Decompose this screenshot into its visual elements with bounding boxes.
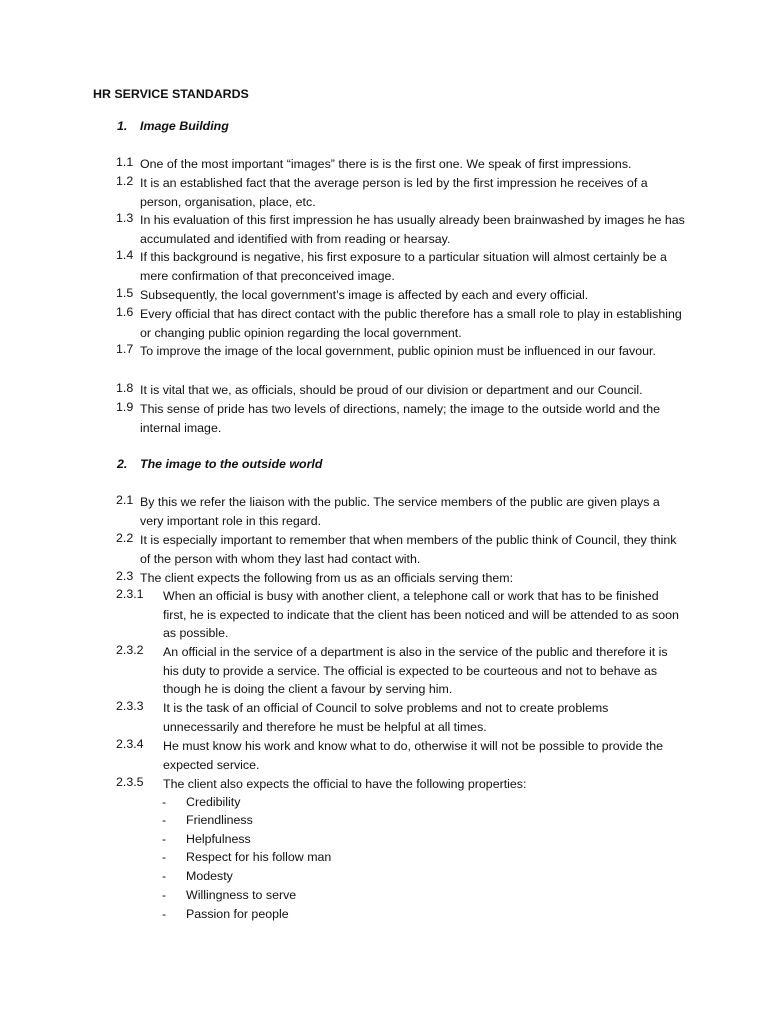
property-text: Friendliness bbox=[186, 813, 253, 827]
subitem-text: It is the task of an official of Council to solve problems and not to create problems unnecessarily and therefore he must be helpful at all times. bbox=[163, 701, 609, 734]
item-text: The client expects the following from us as an officials serving them: bbox=[140, 571, 514, 585]
property-text: Credibility bbox=[186, 795, 241, 809]
property-text: Modesty bbox=[186, 869, 233, 883]
item-text: If this background is negative, his first exposure to a particular situation will almost certainly be a mere confirmation of that preconceived image. bbox=[140, 250, 667, 283]
subitem-number: 2.3.1 bbox=[116, 587, 144, 601]
item-text: In his evaluation of this first impression he has usually already been brainwashed by images he has accumulated and identified with from reading or hearsay. bbox=[140, 213, 685, 246]
dash-bullet: - bbox=[162, 832, 167, 846]
item-text: Subsequently, the local government’s image is affected by each and every official. bbox=[140, 288, 589, 302]
section-number: 1. bbox=[117, 119, 128, 133]
item-text: Every official that has direct contact with the public therefore has a small role to play in establishing or changing public opinion regarding the local government. bbox=[140, 307, 682, 340]
subitem-text: An official in the service of a department is also in the service of the public and therefore it is his duty to provide a service. The official is expected to be courteous and not to behave as though he is doing the client a favour by serving him. bbox=[163, 645, 668, 697]
item-text: It is an established fact that the average person is led by the first impression he receives of a person, organisation, place, etc. bbox=[140, 176, 648, 209]
subitem-number: 2.3.5 bbox=[116, 775, 144, 789]
subitem-text: The client also expects the official to have the following properties: bbox=[163, 777, 527, 791]
item-number: 1.2 bbox=[116, 174, 134, 188]
item-number: 2.3 bbox=[116, 569, 134, 583]
item-number: 1.9 bbox=[116, 400, 134, 414]
item-text: It is vital that we, as officials, should be proud of our division or department and our Council. bbox=[140, 383, 643, 397]
item-number: 1.7 bbox=[116, 342, 134, 356]
dash-bullet: - bbox=[162, 907, 167, 921]
item-number: 2.1 bbox=[116, 493, 134, 507]
item-number: 1.4 bbox=[116, 248, 134, 262]
dash-bullet: - bbox=[162, 888, 167, 902]
item-text: To improve the image of the local government, public opinion must be influenced in our favour. bbox=[140, 344, 656, 358]
property-text: Willingness to serve bbox=[186, 888, 297, 902]
item-text: This sense of pride has two levels of directions, namely; the image to the outside world and the internal image. bbox=[140, 402, 661, 435]
section-title: Image Building bbox=[140, 119, 229, 133]
dash-bullet: - bbox=[162, 795, 167, 809]
item-number: 1.3 bbox=[116, 211, 134, 225]
document-title: HR SERVICE STANDARDS bbox=[93, 87, 249, 101]
dash-bullet: - bbox=[162, 850, 167, 864]
section-title: The image to the outside world bbox=[140, 457, 323, 471]
item-number: 1.8 bbox=[116, 381, 134, 395]
subitem-number: 2.3.3 bbox=[116, 699, 144, 713]
subitem-text: When an official is busy with another client, a telephone call or work that has to be finished first, he is expected to indicate that the client has been noticed and will be attended to as soon as possible. bbox=[163, 589, 679, 641]
item-text: It is especially important to remember that when members of the public think of Council, they think of the person with whom they last had contact with. bbox=[140, 533, 677, 566]
item-number: 1.6 bbox=[116, 305, 134, 319]
property-text: Passion for people bbox=[186, 907, 289, 921]
dash-bullet: - bbox=[162, 869, 167, 883]
item-number: 1.5 bbox=[116, 286, 134, 300]
subitem-number: 2.3.2 bbox=[116, 643, 144, 657]
subitem-text: He must know his work and know what to do, otherwise it will not be possible to provide the expected service. bbox=[163, 739, 664, 772]
property-text: Respect for his follow man bbox=[186, 850, 332, 864]
item-text: By this we refer the liaison with the public. The service members of the public are given plays a very important role in this regard. bbox=[140, 495, 660, 528]
property-text: Helpfulness bbox=[186, 832, 251, 846]
dash-bullet: - bbox=[162, 813, 167, 827]
section-number: 2. bbox=[117, 457, 128, 471]
item-number: 1.1 bbox=[116, 155, 134, 169]
subitem-number: 2.3.4 bbox=[116, 737, 144, 751]
item-number: 2.2 bbox=[116, 531, 134, 545]
item-text: One of the most important “images” there is is the first one. We speak of first impressions. bbox=[140, 157, 632, 171]
